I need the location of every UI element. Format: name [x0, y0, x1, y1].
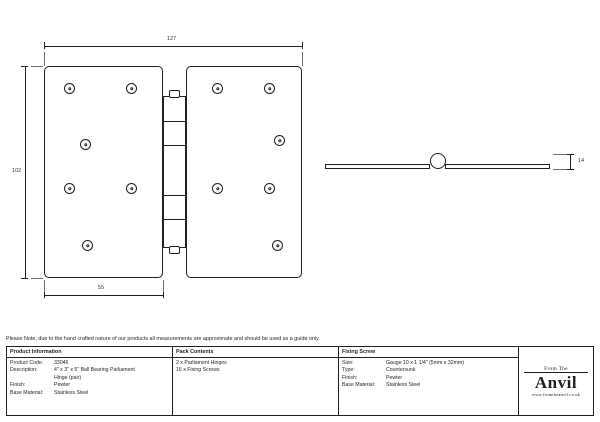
- table-row: [342, 367, 515, 374]
- row-key: Size:: [342, 360, 354, 366]
- table-row: [342, 360, 515, 367]
- list-item: 2 x Parliament Hinges: [176, 360, 227, 366]
- screw-hole: [82, 240, 93, 251]
- screw-hole: [126, 183, 137, 194]
- ext-line-bottom-right: [163, 280, 164, 292]
- row-key: Product Code:: [10, 360, 44, 366]
- row-key: Base Material:: [342, 382, 376, 389]
- pack-contents-header: Pack Contents: [173, 347, 338, 358]
- ext-line-left-bottom: [31, 278, 43, 279]
- row-value-continued: Hinge (pair): [54, 374, 82, 381]
- side-view-leaf-left: [325, 164, 430, 169]
- dim-width-line: [44, 46, 302, 47]
- ext-line-left-top: [31, 66, 43, 67]
- dim-leaf-tick-right: [163, 291, 164, 298]
- knuckle-segment-1: [164, 121, 185, 122]
- logo-line1: From The: [544, 365, 568, 372]
- row-value: 4" x 3" x 5" Ball Bearing Parliament: [54, 367, 135, 374]
- screw-hole: [80, 139, 91, 150]
- table-row: [10, 360, 169, 367]
- knuckle-segment-3: [164, 195, 185, 196]
- row-value: Stainless Steel: [54, 389, 89, 396]
- row-value: Stainless Steel: [386, 382, 421, 389]
- table-row: [10, 382, 169, 389]
- screw-hole: [64, 183, 75, 194]
- spec-table: [6, 346, 594, 416]
- row-value: Pewter: [54, 382, 71, 389]
- table-row: [342, 382, 515, 389]
- screw-hole: [64, 83, 75, 94]
- hinge-leaf-right: [186, 66, 302, 278]
- row-key: Base Material:: [10, 389, 44, 396]
- row-key: Type:: [342, 367, 355, 374]
- ext-line-right-top: [553, 154, 567, 155]
- ext-line-top-left: [44, 52, 45, 66]
- side-view-knuckle: [430, 153, 446, 169]
- dim-width-tick-left: [44, 42, 45, 49]
- table-row: [10, 390, 169, 397]
- dim-leaf-tick-left: [44, 291, 45, 298]
- dim-height-tick-bottom: [21, 278, 28, 279]
- row-value: 33046: [54, 360, 69, 366]
- ext-line-bottom-left: [44, 280, 45, 292]
- product-information-header: Product Information: [7, 347, 172, 358]
- disclaimer-note: Please Note, due to the hand crafted nature of our products all measurements are approximate and should be used as a guide only.: [6, 336, 320, 342]
- dim-height-line: [25, 66, 26, 278]
- dim-width-tick-right: [302, 42, 303, 49]
- table-row: [342, 375, 515, 382]
- hinge-knuckle: [163, 96, 186, 248]
- dim-thickness-label: 14: [578, 158, 585, 164]
- pack-contents-rows: [173, 358, 338, 377]
- row-key: Finish:: [10, 382, 26, 389]
- row-value: Pewter: [386, 374, 403, 381]
- product-information-rows: [7, 358, 172, 399]
- ext-line-top-right: [302, 52, 303, 66]
- dim-thickness-tick-top: [567, 154, 574, 155]
- side-view-leaf-right: [445, 164, 550, 169]
- product-information-column: [7, 347, 173, 415]
- screw-hole: [272, 240, 283, 251]
- dim-thickness-line: [570, 154, 571, 169]
- logo-url: www.fromtheanvil.co.uk: [531, 391, 581, 397]
- brand-logo-cell: [519, 347, 593, 415]
- knuckle-segment-4: [164, 219, 185, 220]
- fixing-screw-header: Fixing Screw: [339, 347, 518, 358]
- row-value: Gauge 10 x 1 1/4" (5mm x 32mm): [386, 360, 464, 366]
- ext-line-right-bottom: [553, 169, 567, 170]
- row-value: Countersunk: [386, 367, 416, 374]
- screw-hole: [126, 83, 137, 94]
- screw-hole: [274, 135, 285, 146]
- dim-leaf-label: 55: [98, 285, 105, 291]
- list-item: 16 x Fixing Screws: [176, 367, 220, 374]
- screw-hole: [212, 183, 223, 194]
- knuckle-segment-2: [164, 145, 185, 146]
- from-the-anvil-logo: [519, 347, 593, 415]
- screw-hole: [264, 83, 275, 94]
- screw-hole: [212, 83, 223, 94]
- fixing-screw-rows: [339, 358, 518, 392]
- dim-height-tick-top: [21, 66, 28, 67]
- pack-contents-column: [173, 347, 339, 415]
- dim-width-label: 127: [167, 36, 177, 42]
- dim-thickness-tick-bottom: [567, 169, 574, 170]
- table-row: [10, 367, 169, 374]
- row-key: Finish:: [342, 374, 358, 381]
- row-key: Description:: [10, 367, 38, 374]
- screw-hole: [264, 183, 275, 194]
- fixing-screw-column: [339, 347, 519, 415]
- hinge-pin-top: [169, 90, 180, 98]
- dim-leaf-line: [44, 295, 163, 296]
- logo-line2: Anvil: [534, 372, 578, 392]
- hinge-pin-bottom: [169, 246, 180, 254]
- dim-height-label: 102: [12, 168, 22, 174]
- hinge-leaf-left: [44, 66, 163, 278]
